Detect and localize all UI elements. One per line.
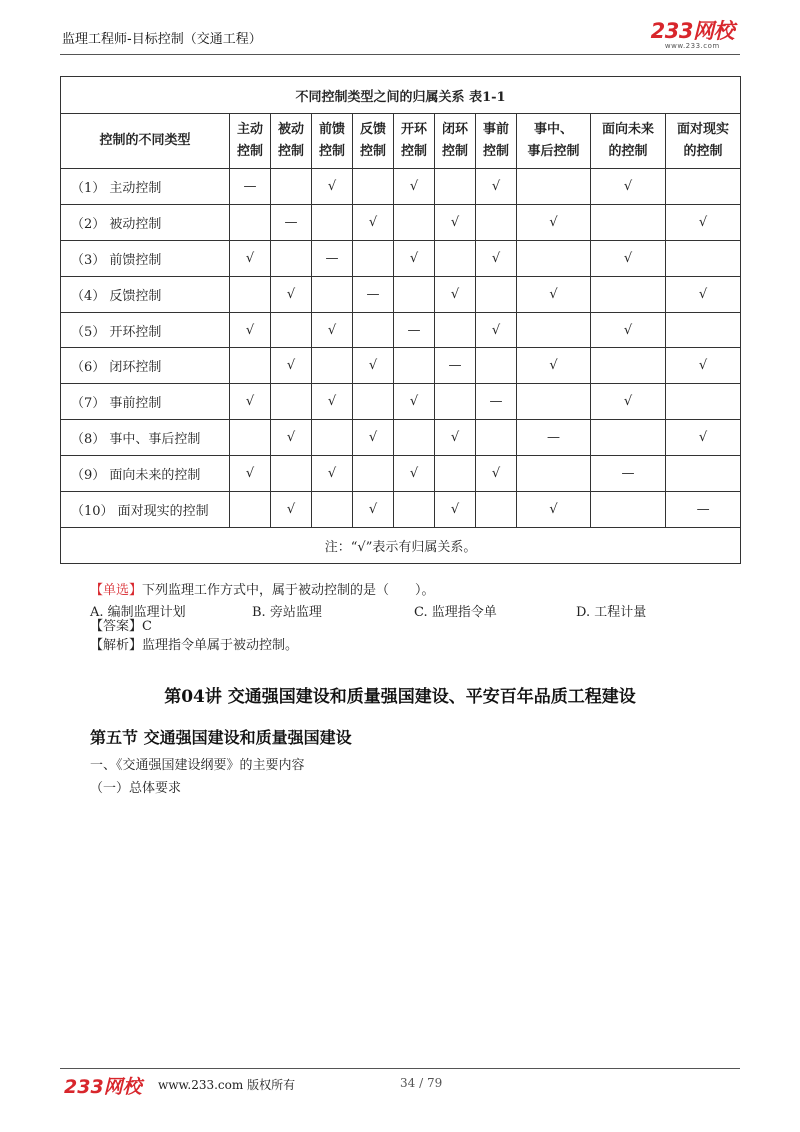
table-cell	[517, 169, 591, 205]
table-cell	[230, 276, 271, 312]
option-b: B. 旁站监理	[252, 605, 322, 620]
table-row	[61, 276, 741, 312]
table-cell	[394, 204, 435, 240]
header-divider	[60, 54, 740, 55]
table-cell: —	[271, 204, 312, 240]
table-cell: √	[476, 312, 517, 348]
column-header	[230, 114, 271, 169]
table-cell: √	[591, 384, 666, 420]
table-row	[61, 348, 741, 384]
option-a: A. 编制监理计划	[90, 605, 186, 620]
table-cell: √	[230, 456, 271, 492]
table-cell: —	[476, 384, 517, 420]
explanation-line: 【解析】监理指令单属于被动控制。	[90, 638, 299, 653]
table-cell	[312, 420, 353, 456]
table-row	[61, 240, 741, 276]
table-cell: —	[435, 348, 476, 384]
table-cell: √	[435, 276, 476, 312]
table-cell	[435, 456, 476, 492]
logo-url: www.233.com	[664, 42, 720, 50]
table-row	[61, 312, 741, 348]
column-header	[394, 114, 435, 169]
table-cell: √	[435, 492, 476, 528]
column-header	[312, 114, 353, 169]
table-cell	[591, 492, 666, 528]
table-cell: √	[312, 384, 353, 420]
table-row	[61, 204, 741, 240]
table-cell: √	[271, 420, 312, 456]
table-cell	[271, 456, 312, 492]
table-row	[61, 492, 741, 528]
table-cell	[353, 384, 394, 420]
table-cell: √	[476, 456, 517, 492]
brand-logo	[651, 20, 734, 50]
table-corner-header: 控制的不同类型	[61, 114, 230, 169]
table-cell	[353, 456, 394, 492]
table-cell: √	[312, 456, 353, 492]
question-type-tag: 【单选】	[90, 583, 143, 598]
table-row	[61, 420, 741, 456]
column-header-line: 主动	[236, 122, 263, 137]
table-cell: √	[435, 204, 476, 240]
row-label: （2） 被动控制	[61, 204, 230, 240]
footer-logo: 233网校	[64, 1076, 142, 1098]
row-label: （1） 主动控制	[61, 169, 230, 205]
table-cell	[394, 276, 435, 312]
lecture-title: 第04讲 交通强国建设和质量强国建设、平安百年品质工程建设	[164, 687, 636, 707]
table-cell	[591, 348, 666, 384]
table-cell	[476, 492, 517, 528]
table-cell: √	[394, 240, 435, 276]
table-cell	[230, 420, 271, 456]
table-cell	[435, 169, 476, 205]
table-row	[61, 169, 741, 205]
column-header-line: 前馈	[318, 122, 345, 137]
row-label: （6） 闭环控制	[61, 348, 230, 384]
column-header	[435, 114, 476, 169]
page-number: 34 / 79	[400, 1076, 443, 1090]
table-cell	[666, 384, 741, 420]
table-cell: —	[394, 312, 435, 348]
table-cell	[271, 169, 312, 205]
column-header-line: 开环	[400, 122, 427, 137]
table-cell: —	[312, 240, 353, 276]
table-cell: √	[353, 420, 394, 456]
question-text: 下列监理工作方式中，属于被动控制的是（ ）。	[142, 583, 435, 598]
table-cell: √	[476, 169, 517, 205]
row-label: （10） 面对现实的控制	[61, 492, 230, 528]
outline-item-2: （一）总体要求	[90, 781, 182, 796]
table-cell: √	[666, 276, 741, 312]
outline-item-1: 一、《交通强国建设纲要》的主要内容	[90, 758, 305, 773]
table-cell: √	[666, 348, 741, 384]
table-cell: √	[666, 420, 741, 456]
option-c: C. 监理指令单	[414, 605, 497, 620]
table-cell: —	[353, 276, 394, 312]
table-cell	[353, 169, 394, 205]
table-cell: √	[271, 492, 312, 528]
table-cell	[230, 204, 271, 240]
table-cell: —	[230, 169, 271, 205]
table-cell	[230, 492, 271, 528]
column-header-line: 事中、	[533, 122, 573, 137]
table-cell: √	[312, 312, 353, 348]
table-cell	[312, 276, 353, 312]
table-note: 注：“√”表示有归属关系。	[61, 527, 741, 563]
table-cell	[517, 384, 591, 420]
footer-divider	[60, 1068, 740, 1069]
column-header	[666, 114, 741, 169]
column-header	[353, 114, 394, 169]
table-cell	[591, 420, 666, 456]
table-cell: √	[353, 204, 394, 240]
table-cell	[394, 348, 435, 384]
table-cell	[312, 204, 353, 240]
column-header	[476, 114, 517, 169]
column-header-line: 事后控制	[527, 144, 580, 159]
table-cell: √	[271, 276, 312, 312]
column-header-line: 控制	[441, 144, 468, 159]
column-header	[517, 114, 591, 169]
row-label: （5） 开环控制	[61, 312, 230, 348]
section-title: 第五节 交通强国建设和质量强国建设	[90, 728, 352, 747]
table-cell: √	[353, 348, 394, 384]
row-label: （3） 前馈控制	[61, 240, 230, 276]
question-stem	[90, 581, 435, 601]
table-cell	[394, 420, 435, 456]
table-cell	[394, 492, 435, 528]
table-cell: √	[230, 384, 271, 420]
table-cell: —	[517, 420, 591, 456]
question-options	[90, 601, 690, 621]
table-cell: √	[591, 312, 666, 348]
row-label: （7） 事前控制	[61, 384, 230, 420]
table-cell	[517, 312, 591, 348]
table-cell: √	[312, 169, 353, 205]
row-label: （9） 面向未来的控制	[61, 456, 230, 492]
table-cell: √	[517, 204, 591, 240]
column-header-line: 控制	[318, 144, 345, 159]
table-cell	[230, 348, 271, 384]
logo-text: 233网校	[650, 19, 734, 43]
table-cell: √	[230, 240, 271, 276]
table-cell: —	[591, 456, 666, 492]
table-cell	[312, 492, 353, 528]
table-cell	[271, 312, 312, 348]
table-cell	[476, 204, 517, 240]
table-cell: √	[517, 492, 591, 528]
column-header-line: 控制	[277, 144, 304, 159]
column-header-line: 的控制	[608, 144, 648, 159]
table-cell: √	[435, 420, 476, 456]
table-cell: √	[517, 348, 591, 384]
table-cell	[476, 276, 517, 312]
table-cell: √	[394, 169, 435, 205]
table-cell: √	[591, 240, 666, 276]
option-d: D. 工程计量	[576, 605, 647, 620]
table-cell	[353, 240, 394, 276]
table-cell	[435, 240, 476, 276]
table-cell	[666, 312, 741, 348]
header-title: 监理工程师-目标控制（交通工程）	[62, 32, 262, 47]
column-header-line: 控制	[359, 144, 386, 159]
table-cell: √	[271, 348, 312, 384]
column-header-line: 控制	[236, 144, 263, 159]
table-cell: √	[230, 312, 271, 348]
table-cell	[666, 169, 741, 205]
table-cell	[312, 348, 353, 384]
table-cell: √	[353, 492, 394, 528]
table-cell: √	[394, 384, 435, 420]
column-header-line: 事前	[482, 122, 509, 137]
column-header-line: 面向未来	[601, 122, 654, 137]
table-cell	[591, 204, 666, 240]
answer-line: 【答案】C	[90, 619, 152, 634]
table-cell	[435, 384, 476, 420]
row-label: （4） 反馈控制	[61, 276, 230, 312]
column-header-line: 的控制	[683, 144, 723, 159]
table-cell: √	[476, 240, 517, 276]
table-cell: √	[394, 456, 435, 492]
table-cell: —	[666, 492, 741, 528]
control-type-table	[60, 76, 741, 564]
table-cell	[517, 456, 591, 492]
column-header-line: 控制	[482, 144, 509, 159]
table-cell: √	[666, 204, 741, 240]
column-header-line: 反馈	[359, 122, 386, 137]
footer-copyright: www.233.com 版权所有	[158, 1078, 296, 1092]
table-cell	[666, 240, 741, 276]
table-cell	[476, 420, 517, 456]
table-cell	[435, 312, 476, 348]
table-cell	[591, 276, 666, 312]
column-header-line: 被动	[277, 122, 304, 137]
row-label: （8） 事中、事后控制	[61, 420, 230, 456]
table-cell	[353, 312, 394, 348]
table-cell: √	[591, 169, 666, 205]
table-row	[61, 384, 741, 420]
column-header	[271, 114, 312, 169]
column-header-line: 控制	[400, 144, 427, 159]
table-caption: 不同控制类型之间的归属关系 表1-1	[61, 77, 741, 114]
column-header	[591, 114, 666, 169]
table-cell	[517, 240, 591, 276]
column-header-line: 面对现实	[677, 122, 730, 137]
column-header-line: 闭环	[441, 122, 468, 137]
table-cell	[666, 456, 741, 492]
table-row	[61, 456, 741, 492]
table-cell	[271, 240, 312, 276]
table-cell	[476, 348, 517, 384]
table-cell: √	[517, 276, 591, 312]
table-cell	[271, 384, 312, 420]
